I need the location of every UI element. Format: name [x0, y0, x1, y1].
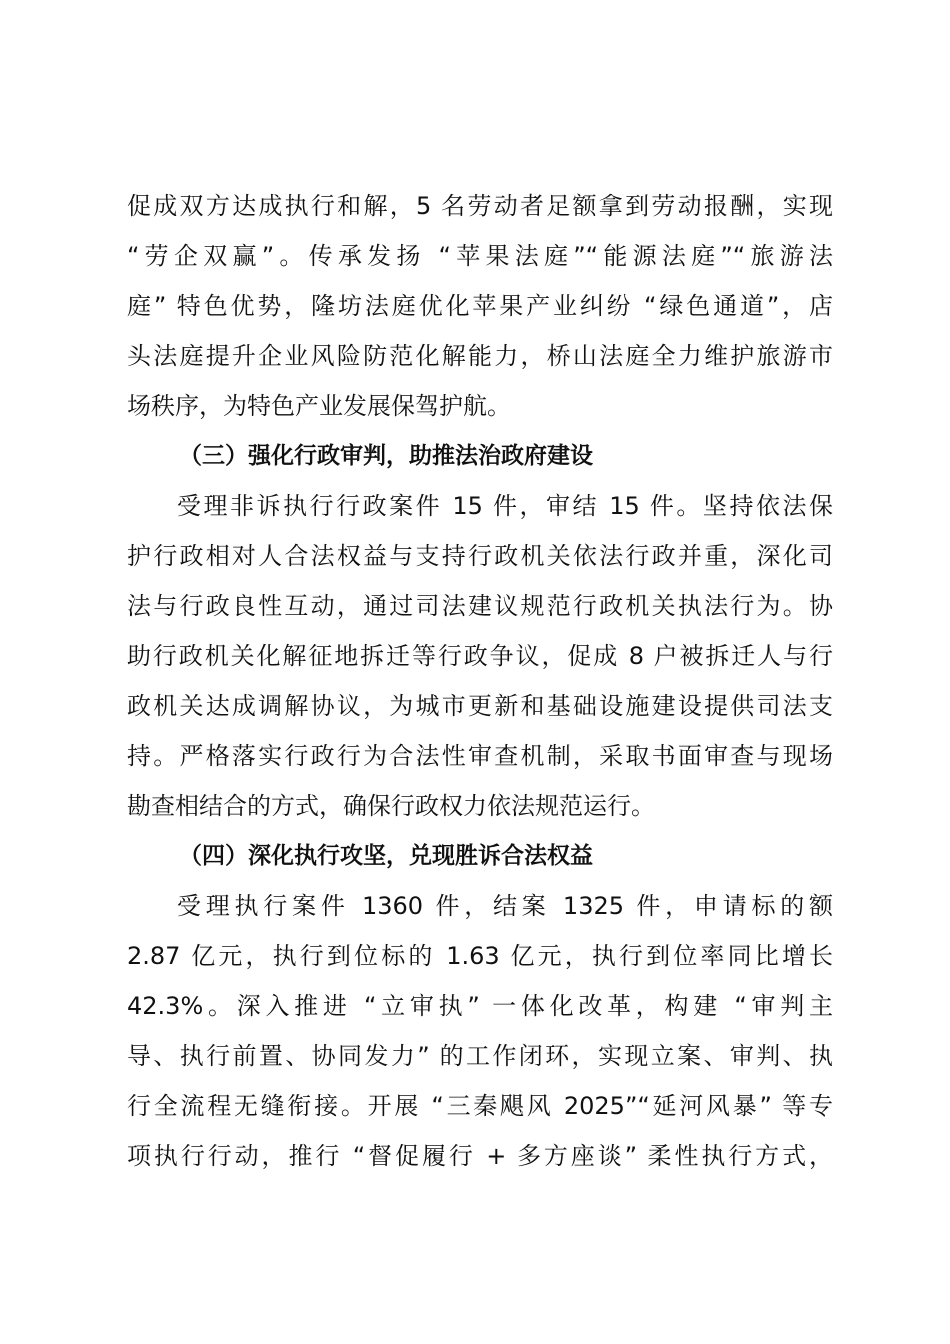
text-line: 行全流程无缝衔接。开展 “三秦飓风 2025”“延河风暴” 等专	[127, 1092, 833, 1120]
text-line: 2.87 亿元，执行到位标的 1.63 亿元，执行到位率同比增长	[127, 942, 833, 970]
paragraph-labor-dispute	[127, 181, 833, 431]
text-line: 助行政机关化解征地拆迁等行政争议，促成 8 户被拆迁人与行	[127, 642, 833, 670]
section-heading-enforcement: （四）深化执行攻坚，兑现胜诉合法权益	[179, 843, 593, 869]
text-line: 受理非诉执行行政案件 15 件，审结 15 件。坚持依法保	[177, 492, 833, 520]
text-line: 导、执行前置、协同发力” 的工作闭环，实现立案、审判、执	[127, 1042, 833, 1070]
document-page	[127, 181, 833, 1181]
text-line: 庭” 特色优势，隆坊法庭优化苹果产业纠纷 “绿色通道”，店	[127, 292, 833, 320]
text-line: 促成双方达成执行和解，5 名劳动者足额拿到劳动报酬，实现	[127, 192, 833, 220]
text-line: 受理执行案件 1360 件，结案 1325 件，申请标的额	[177, 892, 833, 920]
text-line: 护行政相对人合法权益与支持行政机关依法行政并重，深化司	[127, 542, 833, 570]
text-line: 42.3%。深入推进 “立审执” 一体化改革，构建 “审判主	[127, 992, 833, 1020]
text-line: 持。严格落实行政行为合法性审查机制，采取书面审查与现场	[127, 742, 833, 770]
paragraph-administrative-cases	[127, 481, 833, 831]
text-line: 法与行政良性互动，通过司法建议规范行政机关执法行为。协	[127, 592, 833, 620]
paragraph-enforcement-cases	[127, 881, 833, 1181]
text-line: 勘查相结合的方式，确保行政权力依法规范运行。	[127, 792, 655, 820]
text-line: 政机关达成调解协议，为城市更新和基础设施建设提供司法支	[127, 692, 833, 720]
text-line: “劳企双赢”。传承发扬 “苹果法庭”“能源法庭”“旅游法	[127, 242, 833, 270]
text-line: 项执行行动，推行 “督促履行 + 多方座谈” 柔性执行方式，	[127, 1142, 833, 1170]
text-line: 场秩序，为特色产业发展保驾护航。	[127, 392, 511, 420]
section-heading-administrative-trial: （三）强化行政审判，助推法治政府建设	[179, 443, 593, 469]
text-line: 头法庭提升企业风险防范化解能力，桥山法庭全力维护旅游市	[127, 342, 833, 370]
